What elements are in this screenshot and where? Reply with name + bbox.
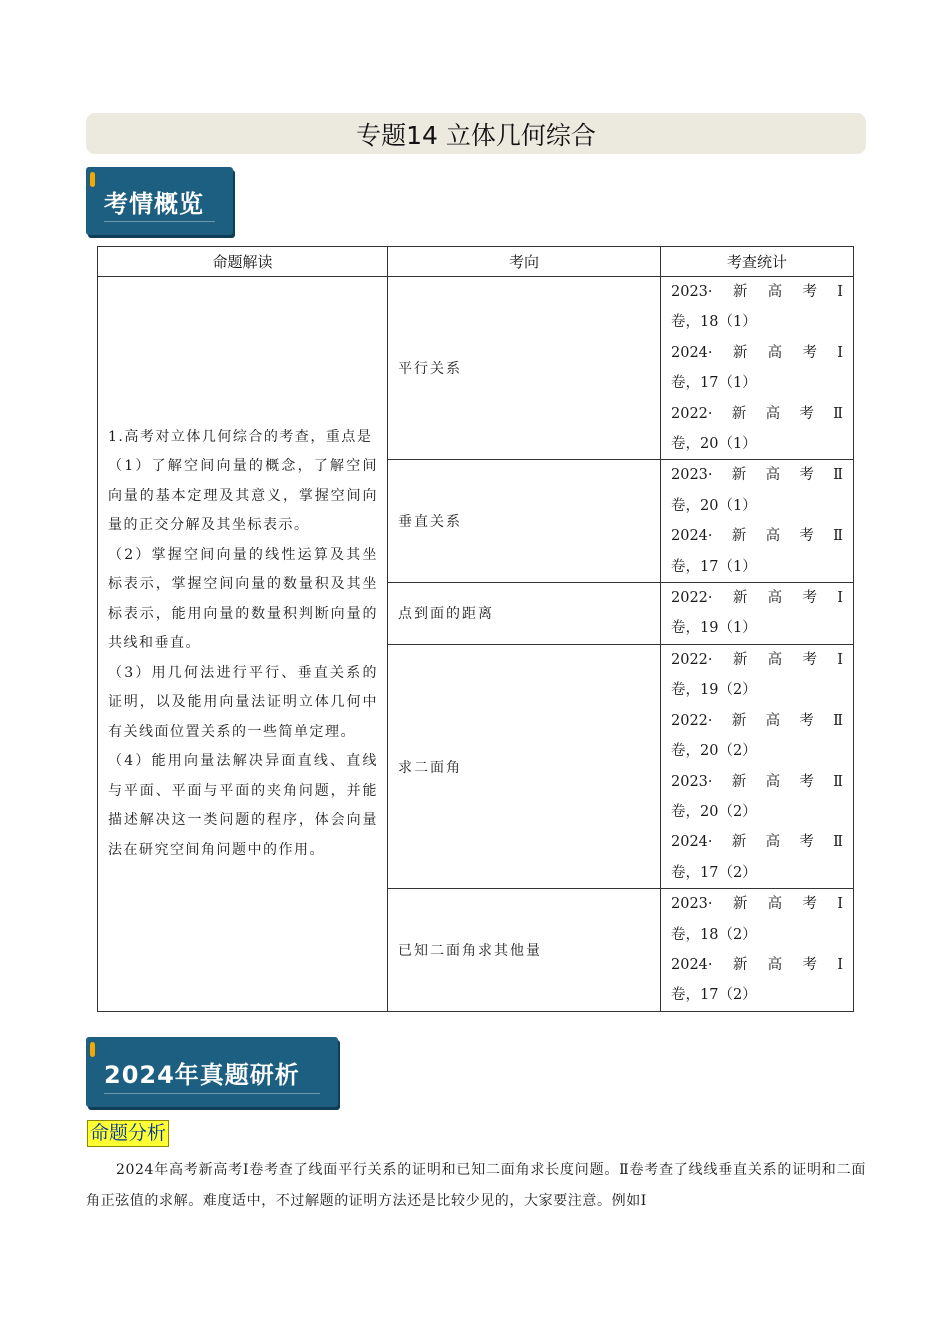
exam-word-xin: 新 [732,590,748,607]
exam-question: 卷，17（1） [671,375,757,392]
exam-word-kao: 考 [799,834,814,851]
exam-word-kao: 考 [802,896,817,913]
exam-year: 2023· [671,896,713,913]
exam-year: 2022· [671,712,713,729]
exam-word-xin: 新 [732,956,748,973]
badge-underline [104,1093,320,1094]
exam-word-kao: 考 [802,344,817,361]
exam-word-xin: 新 [731,712,747,729]
statistics-cell [661,889,854,1012]
statistics-cell [661,583,854,645]
exam-reference [671,889,843,950]
exam-word-xin: 新 [731,773,747,790]
exam-year: 2023· [671,773,713,790]
exam-word-gao: 高 [765,467,781,484]
exam-question: 卷，17（2） [671,987,757,1004]
exam-question: 卷，20（1） [671,497,757,514]
exam-word-xin: 新 [732,344,748,361]
exam-paper: Ⅰ [837,956,843,973]
section-badge-2024 [86,1037,338,1107]
exam-word-gao: 高 [765,528,781,545]
exam-word-gao: 高 [765,712,781,729]
table-row [98,277,854,460]
exam-word-gao: 高 [765,834,781,851]
topic-cell: 求二面角 [388,644,661,888]
exam-word-gao: 高 [767,344,783,361]
exam-reference [671,950,843,1011]
exam-paper: Ⅱ [833,834,843,851]
exam-word-gao: 高 [767,956,783,973]
exam-word-xin: 新 [732,651,748,668]
exam-word-gao: 高 [765,773,781,790]
badge-accent-icon [90,172,95,187]
exam-reference [671,338,843,399]
badge-label: 考情概览 [104,189,204,218]
exam-paper: Ⅱ [833,773,843,790]
exam-reference [671,827,843,888]
statistics-cell [661,277,854,460]
exam-word-xin: 新 [731,405,747,422]
header-interpretation: 命题解读 [98,247,388,277]
header-direction: 考向 [388,247,661,277]
interpretation-cell [98,277,388,1012]
exam-word-kao: 考 [799,405,814,422]
section-badge-overview [86,167,233,235]
interpretation-paragraph: （2）掌握空间向量的线性运算及其坐标表示，掌握空间向量的数量积及其坐标表示，能用向量的数量积判断向量的共线和垂直。 [108,546,378,652]
topic-cell: 垂直关系 [388,460,661,583]
interpretation-paragraph: （1）了解空间向量的概念，了解空间向量的基本定理及其意义，掌握空间向量的正交分解及其坐标表示。 [108,458,378,534]
page-title: 专题14 立体几何综合 [86,113,866,154]
badge-label: 2024年真题研析 [104,1060,300,1089]
exam-paper: Ⅰ [837,284,843,300]
topic-cell: 已知二面角求其他量 [388,889,661,1012]
exam-reference [671,460,843,521]
topic-cell: 平行关系 [388,277,661,460]
analysis-paragraph: 2024年高考新高考Ⅰ卷考查了线面平行关系的证明和已知二面角求长度问题。Ⅱ卷考查了线线垂直关系的证明和二面角正弦值的求解。难度适中，不过解题的证明方法还是比较少见的，大家要注意。例如Ⅰ [86,1162,866,1209]
exam-word-xin: 新 [732,896,748,913]
exam-word-kao: 考 [802,284,817,300]
exam-paper: Ⅰ [837,896,843,913]
exam-reference [671,399,843,460]
exam-year: 2024· [671,344,713,361]
exam-year: 2024· [671,956,713,973]
exam-word-kao: 考 [802,956,817,973]
table-header-row [98,247,854,277]
exam-question: 卷，20（1） [671,436,757,453]
exam-question: 卷，18（2） [671,926,757,943]
exam-year: 2024· [671,528,713,545]
exam-reference [671,706,843,767]
exam-year: 2023· [671,284,713,300]
exam-question: 卷，17（2） [671,864,757,881]
exam-paper: Ⅱ [833,712,843,729]
exam-year: 2022· [671,590,713,607]
exam-paper: Ⅰ [837,590,843,607]
exam-reference [671,277,843,338]
exam-word-gao: 高 [767,896,783,913]
exam-question: 卷，19（1） [671,620,757,637]
exam-paper: Ⅰ [837,344,843,361]
interpretation-paragraph: 1.高考对立体几何综合的考查，重点是 [108,428,373,445]
exam-question: 卷，20（2） [671,803,757,820]
exam-word-kao: 考 [799,773,814,790]
exam-year: 2022· [671,651,713,668]
exam-year: 2022· [671,405,713,422]
interpretation-paragraph: （3）用几何法进行平行、垂直关系的证明，以及能用向量法证明立体几何中有关线面位置关系的一些简单定理。 [108,664,378,740]
exam-word-kao: 考 [802,590,817,607]
badge-accent-icon [90,1042,95,1057]
exam-question: 卷，20（2） [671,743,757,760]
statistics-cell [661,460,854,583]
exam-word-gao: 高 [765,405,781,422]
exam-word-gao: 高 [767,284,783,300]
exam-word-gao: 高 [767,651,783,668]
exam-word-gao: 高 [767,590,783,607]
exam-word-kao: 考 [802,651,817,668]
overview-table [97,246,854,1012]
exam-word-kao: 考 [799,528,814,545]
exam-question: 卷，19（2） [671,682,757,699]
exam-reference [671,583,843,644]
badge-underline [104,221,215,222]
exam-word-xin: 新 [732,284,748,300]
statistics-cell [661,644,854,888]
exam-word-xin: 新 [731,467,747,484]
exam-word-xin: 新 [731,528,747,545]
exam-year: 2023· [671,467,713,484]
exam-reference [671,767,843,828]
exam-reference [671,521,843,582]
exam-word-kao: 考 [799,712,814,729]
header-statistics: 考查统计 [661,247,854,277]
exam-reference [671,645,843,706]
exam-paper: Ⅱ [833,467,843,484]
exam-paper: Ⅰ [837,651,843,668]
exam-paper: Ⅱ [833,528,843,545]
exam-word-kao: 考 [799,467,814,484]
exam-paper: Ⅱ [833,405,843,422]
exam-question: 卷，17（1） [671,558,757,575]
interpretation-paragraph: （4）能用向量法解决异面直线、直线与平面、平面与平面的夹角问题，并能描述解决这一类问题的程序，体会向量法在研究空间角问题中的作用。 [108,753,378,858]
exam-year: 2024· [671,834,713,851]
topic-cell: 点到面的距离 [388,583,661,645]
exam-word-xin: 新 [731,834,747,851]
exam-question: 卷，18（1） [671,314,757,331]
section-label: 命题分析 [87,1120,169,1147]
